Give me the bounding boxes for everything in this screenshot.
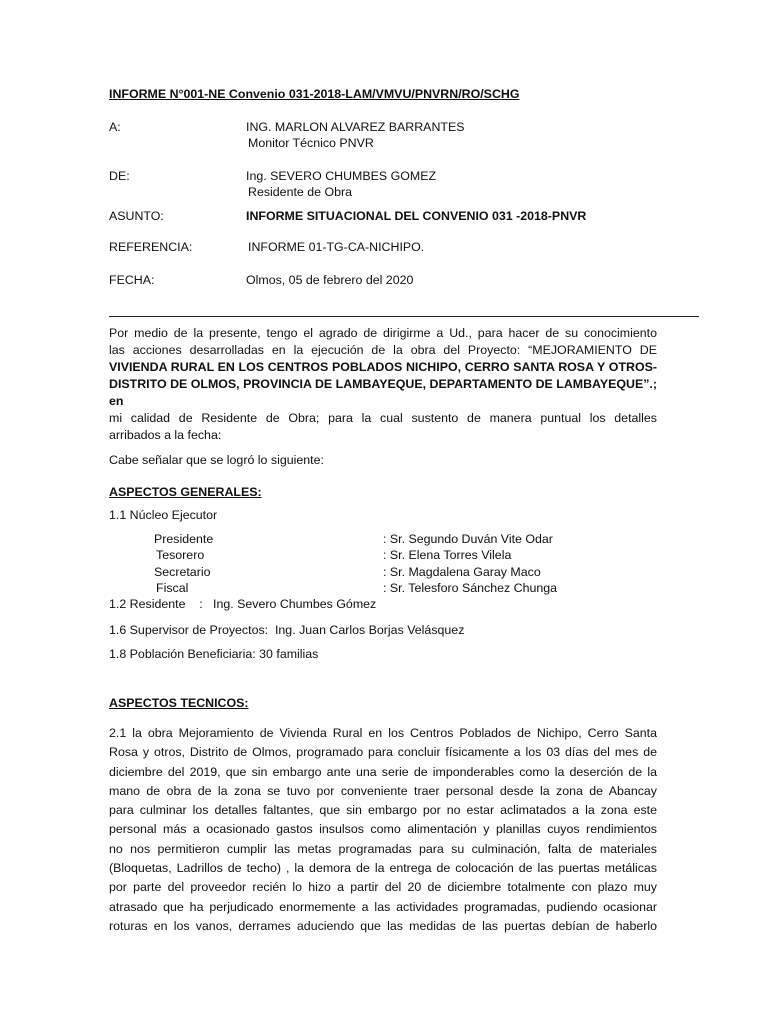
- to-label: A:: [109, 120, 121, 134]
- intro-line: [109, 342, 657, 359]
- technical-line: Rosa y otros, Distrito de Olmos, programado para concluir físicamente a los 03 días del mes de: [109, 745, 657, 760]
- member-role-tesorero: Tesorero: [156, 548, 205, 562]
- member-role-secretario: Secretario: [154, 565, 211, 579]
- header-divider: [109, 316, 699, 317]
- supervisor-line: 1.6 Supervisor de Proyectos: Ing. Juan Carlos Borjas Velásquez: [109, 623, 465, 637]
- member-name-secretario: : Sr. Magdalena Garay Maco: [383, 565, 541, 579]
- nucleo-label: 1.1 Núcleo Ejecutor: [109, 508, 218, 522]
- technical-line: (Bloquetas, Ladrillos de techo) , la demora de la entrega de colocación de las puertas metálicas: [109, 861, 657, 876]
- intro-paragraph: [109, 325, 657, 444]
- technical-line: no nos permitieron cumplir las metas programadas para su culminación, falta de materiales: [109, 841, 657, 856]
- technical-line: para culminar los detalles faltantes, que sin embargo por no estar aclimatados a la zona este: [109, 803, 657, 818]
- subject-label: ASUNTO:: [109, 209, 164, 223]
- date-label: FECHA:: [109, 273, 155, 287]
- technical-line: personal más a ocasionado gastos insulsos como alimentación y planillas cuyos rendimientos: [109, 822, 657, 837]
- intro-note: Cabe señalar que se logró lo siguiente:: [109, 453, 324, 467]
- reference-value: INFORME 01-TG-CA-NICHIPO.: [248, 240, 425, 254]
- member-name-tesorero: : Sr. Elena Torres Vilela: [383, 548, 512, 562]
- to-role: Monitor Técnico PNVR: [248, 136, 374, 150]
- intro-line: mi calidad de Residente de Obra; para la cual sustento de manera puntual los detalles: [109, 411, 657, 425]
- date-value: Olmos, 05 de febrero del 2020: [246, 273, 414, 287]
- from-role: Residente de Obra: [248, 185, 353, 199]
- from-name: Ing. SEVERO CHUMBES GOMEZ: [246, 169, 437, 183]
- member-name-presidente: : Sr. Segundo Duván Vite Odar: [383, 532, 553, 546]
- member-role-presidente: Presidente: [154, 532, 214, 546]
- intro-line: DISTRITO DE OLMOS, PROVINCIA DE LAMBAYEQUE, DEPARTAMENTO DE LAMBAYEQUE”.; en: [109, 377, 657, 408]
- technical-line: atrasado que ha perjudicado enormemente a las actividades programadas, pudiendo ocasionar: [109, 899, 657, 914]
- member-role-fiscal: Fiscal: [156, 581, 189, 595]
- member-name-fiscal: : Sr. Telesforo Sánchez Chunga: [383, 581, 558, 595]
- intro-line: Por medio de la presente, tengo el agrado de dirigirme a Ud., para hacer de su conocimiento: [109, 326, 657, 340]
- intro-line: VIVIENDA RURAL EN LOS CENTROS POBLADOS NICHIPO, CERRO SANTA ROSA Y OTROS-: [109, 360, 657, 374]
- technical-paragraph: [109, 724, 657, 936]
- technical-line: diciembre del 2019, que sin embargo ante una serie de imponderables como la deserción de la: [109, 764, 657, 779]
- intro-line: arribados a la fecha:: [109, 428, 222, 442]
- to-name: ING. MARLON ALVAREZ BARRANTES: [246, 120, 465, 134]
- report-title: INFORME N°001-NE Convenio 031-2018-LAM/VMVU/PNVRN/RO/SCHG: [109, 87, 520, 101]
- reference-label: REFERENCIA:: [109, 240, 193, 254]
- from-label: DE:: [109, 169, 130, 183]
- poblacion-line: 1.8 Población Beneficiaria: 30 familias: [109, 647, 319, 661]
- technical-line: roturas en los vanos, derrames aduciendo que las medidas de las puertas debían de haberlo: [109, 918, 657, 933]
- technical-line: 2.1 la obra Mejoramiento de Vivienda Rural en los Centros Poblados de Nichipo, Cerro Santa: [109, 726, 657, 740]
- subject-value: INFORME SITUACIONAL DEL CONVENIO 031 -2018-PNVR: [246, 209, 587, 223]
- technical-heading: ASPECTOS TECNICOS:: [109, 696, 249, 710]
- intro-line-text: las acciones desarrolladas en la ejecución de la obra del Proyecto: “MEJORAMIENTO DE: [109, 343, 657, 357]
- technical-line: por parte del proveedor recién lo hizo a partir del 20 de diciembre totalmente con plazo muy: [109, 880, 657, 895]
- residente-line: 1.2 Residente : Ing. Severo Chumbes Gómez: [109, 597, 377, 611]
- technical-line: mano de obra de la zona se tuvo por conveniente traer personal desde la zona de Abancay: [109, 783, 657, 798]
- general-heading: ASPECTOS GENERALES:: [109, 485, 262, 499]
